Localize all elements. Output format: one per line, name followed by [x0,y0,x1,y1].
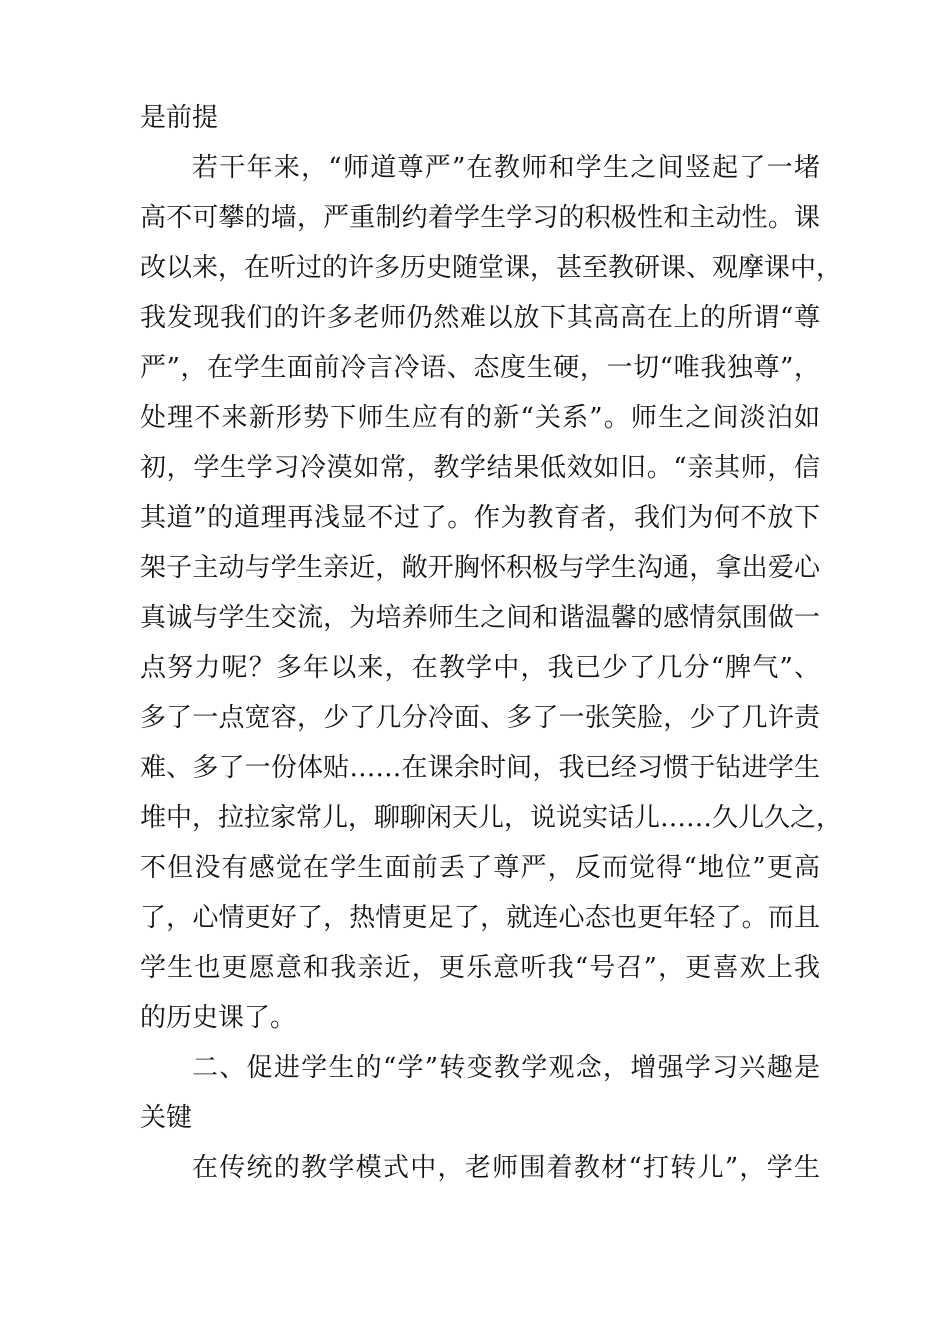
text-line: 难、多了一份体贴……在课余时间，我已经习惯于钻进学生 [140,753,820,783]
text-line: 初，学生学习冷漠如常，教学结果低效如旧。“亲其师，信 [140,453,820,483]
section-heading-line: 关键 [140,1103,193,1133]
text-line: 严”，在学生面前冷言冷语、态度生硬，一切“唯我独尊”， [140,353,820,383]
text-line: 是前提 [140,103,219,133]
text-line: 我发现我们的许多老师仍然难以放下其高高在上的所谓“尊 [140,303,820,333]
text-line: 其道”的道理再浅显不过了。作为教育者，我们为何不放下 [140,503,820,533]
section-heading-line: 二、促进学生的“学”转变教学观念，增强学习兴趣是 [192,1053,820,1083]
text-line: 不但没有感觉在学生面前丢了尊严，反而觉得“地位”更高 [140,853,820,883]
text-line: 改以来，在听过的许多历史随堂课，甚至教研课、观摩课中， [140,253,843,283]
text-line: 的历史课了。 [140,1003,297,1033]
text-line: 高不可攀的墙，严重制约着学生学习的积极性和主动性。课 [140,203,820,233]
paragraph-first-line: 在传统的教学模式中，老师围着教材“打转儿”，学生 [192,1153,820,1183]
text-line: 点努力呢？多年以来，在教学中，我已少了几分“脾气”、 [140,653,820,683]
text-line: 处理不来新形势下师生应有的新“关系”。师生之间淡泊如 [140,403,820,433]
paragraph-first-line: 若干年来，“师道尊严”在教师和学生之间竖起了一堵 [192,153,820,183]
text-line: 真诚与学生交流，为培养师生之间和谐温馨的感情氛围做一 [140,603,820,633]
text-line: 架子主动与学生亲近，敞开胸怀积极与学生沟通，拿出爱心 [140,553,820,583]
text-line: 了，心情更好了，热情更足了，就连心态也更年轻了。而且 [140,903,820,933]
text-line: 学生也更愿意和我亲近，更乐意听我“号召”，更喜欢上我 [140,953,820,983]
text-line: 多了一点宽容，少了几分冷面、多了一张笑脸，少了几许责 [140,703,820,733]
text-line: 堆中，拉拉家常儿，聊聊闲天儿，说说实话儿……久儿久之， [140,803,843,833]
